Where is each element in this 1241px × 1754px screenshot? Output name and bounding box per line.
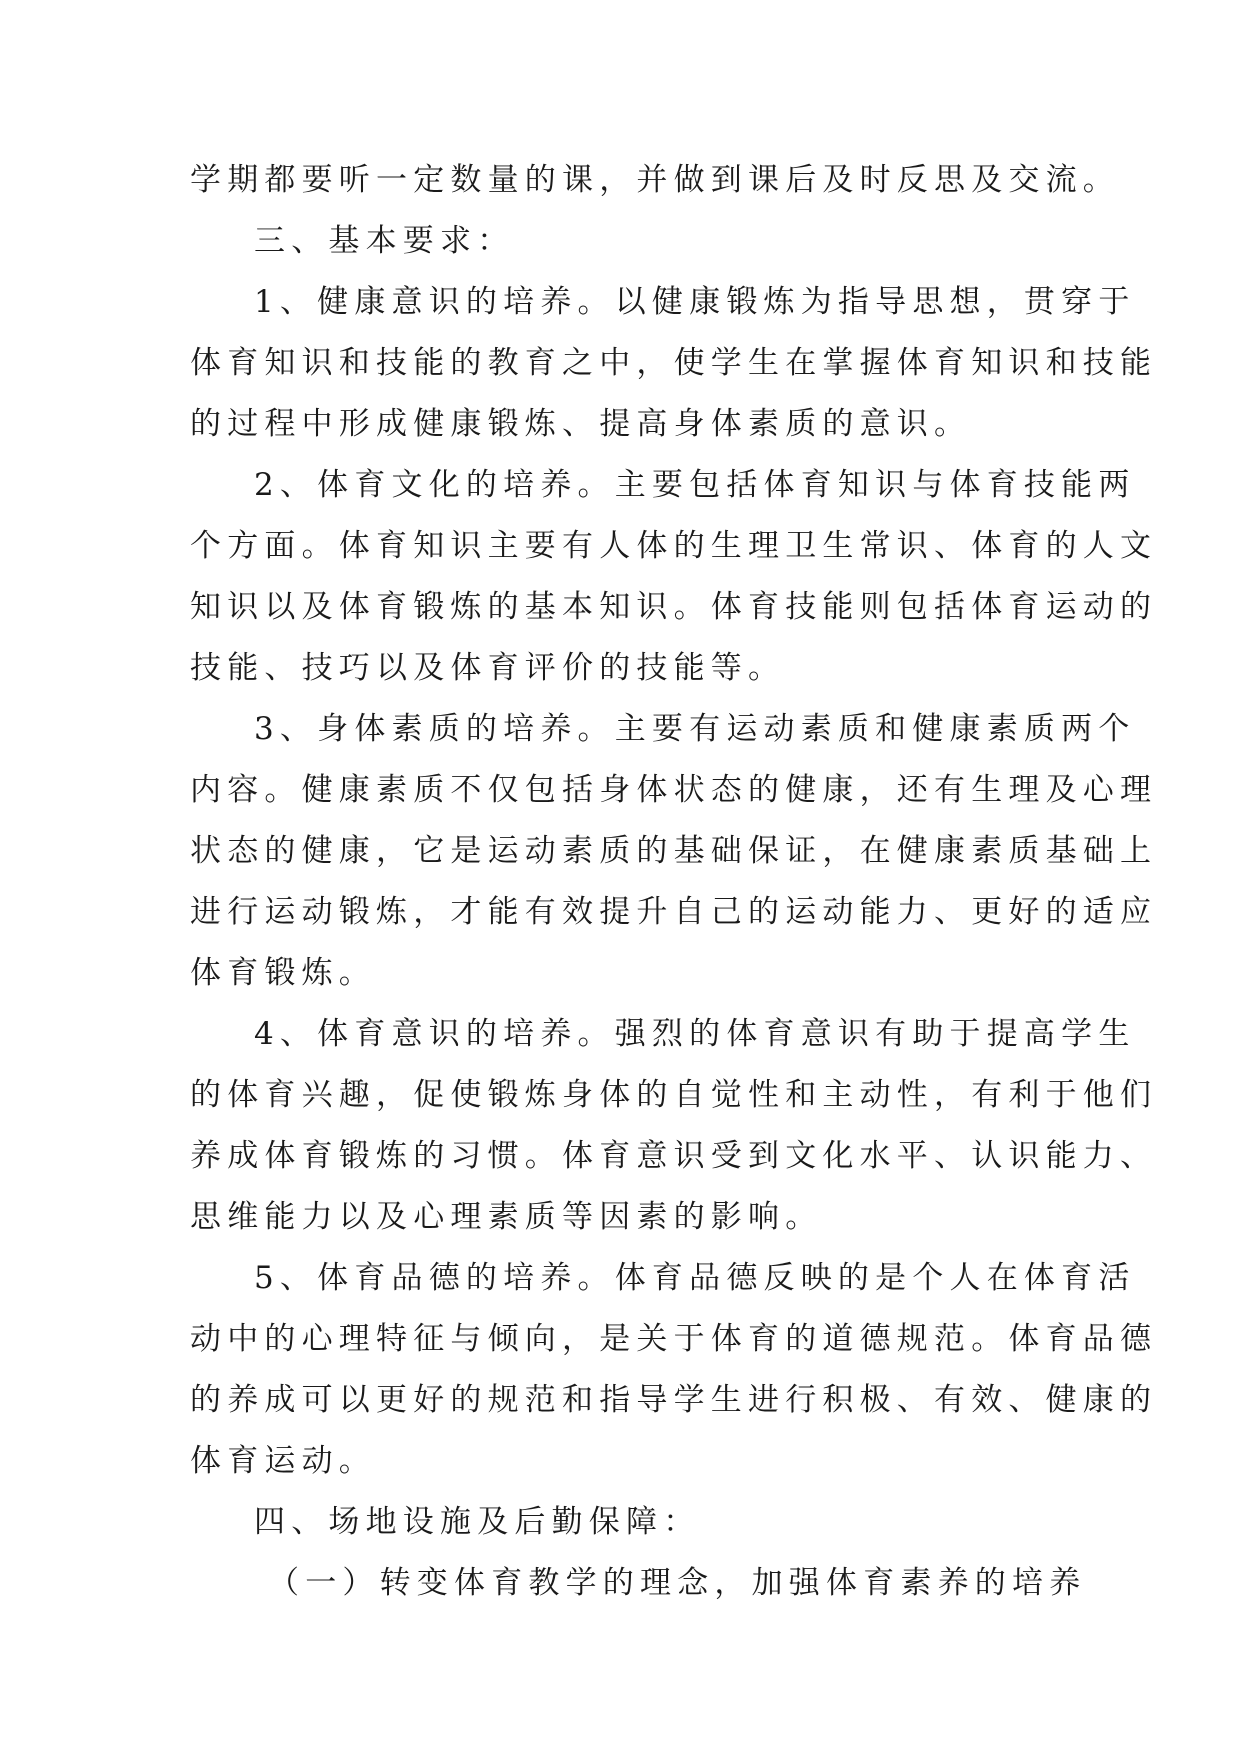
text-line: 动中的心理特征与倾向，是关于体育的道德规范。体育品德 xyxy=(190,1321,1158,1357)
text-line: 思维能力以及心理素质等因素的影响。 xyxy=(190,1199,823,1235)
text-line: 技能、技巧以及体育评价的技能等。 xyxy=(190,650,786,686)
text-line: 3、身体素质的培养。主要有运动素质和健康素质两个 xyxy=(254,711,1136,747)
text-line: 知识以及体育锻炼的基本知识。体育技能则包括体育运动的 xyxy=(190,589,1158,625)
text-line: 的过程中形成健康锻炼、提高身体素质的意识。 xyxy=(190,406,972,442)
section-heading: 四、场地设施及后勤保障： xyxy=(254,1504,701,1540)
text-line: 状态的健康，它是运动素质的基础保证，在健康素质基础上 xyxy=(190,833,1158,869)
text-line: 内容。健康素质不仅包括身体状态的健康，还有生理及心理 xyxy=(190,772,1158,808)
text-line: 2、体育文化的培养。主要包括体育知识与体育技能两 xyxy=(254,467,1136,503)
text-line: 体育运动。 xyxy=(190,1443,376,1479)
text-line: 养成体育锻炼的习惯。体育意识受到文化水平、认识能力、 xyxy=(190,1138,1158,1174)
text-line: 4、体育意识的培养。强烈的体育意识有助于提高学生 xyxy=(254,1016,1136,1052)
text-line: 1、健康意识的培养。以健康锻炼为指导思想，贯穿于 xyxy=(254,284,1136,320)
text-line: 体育知识和技能的教育之中，使学生在掌握体育知识和技能 xyxy=(190,345,1158,381)
text-line: 5、体育品德的培养。体育品德反映的是个人在体育活 xyxy=(254,1260,1136,1296)
subsection-heading: （一）转变体育教学的理念，加强体育素养的培养 xyxy=(268,1565,1087,1601)
text-line: 的养成可以更好的规范和指导学生进行积极、有效、健康的 xyxy=(190,1382,1158,1418)
document-body xyxy=(190,150,1158,1614)
section-heading: 三、基本要求： xyxy=(254,223,515,259)
text-line: 的体育兴趣，促使锻炼身体的自觉性和主动性，有利于他们 xyxy=(190,1077,1158,1113)
text-line: 学期都要听一定数量的课，并做到课后及时反思及交流。 xyxy=(190,162,1120,198)
text-line: 体育锻炼。 xyxy=(190,955,376,991)
text-line: 个方面。体育知识主要有人体的生理卫生常识、体育的人文 xyxy=(190,528,1158,564)
text-line: 进行运动锻炼，才能有效提升自己的运动能力、更好的适应 xyxy=(190,894,1158,930)
